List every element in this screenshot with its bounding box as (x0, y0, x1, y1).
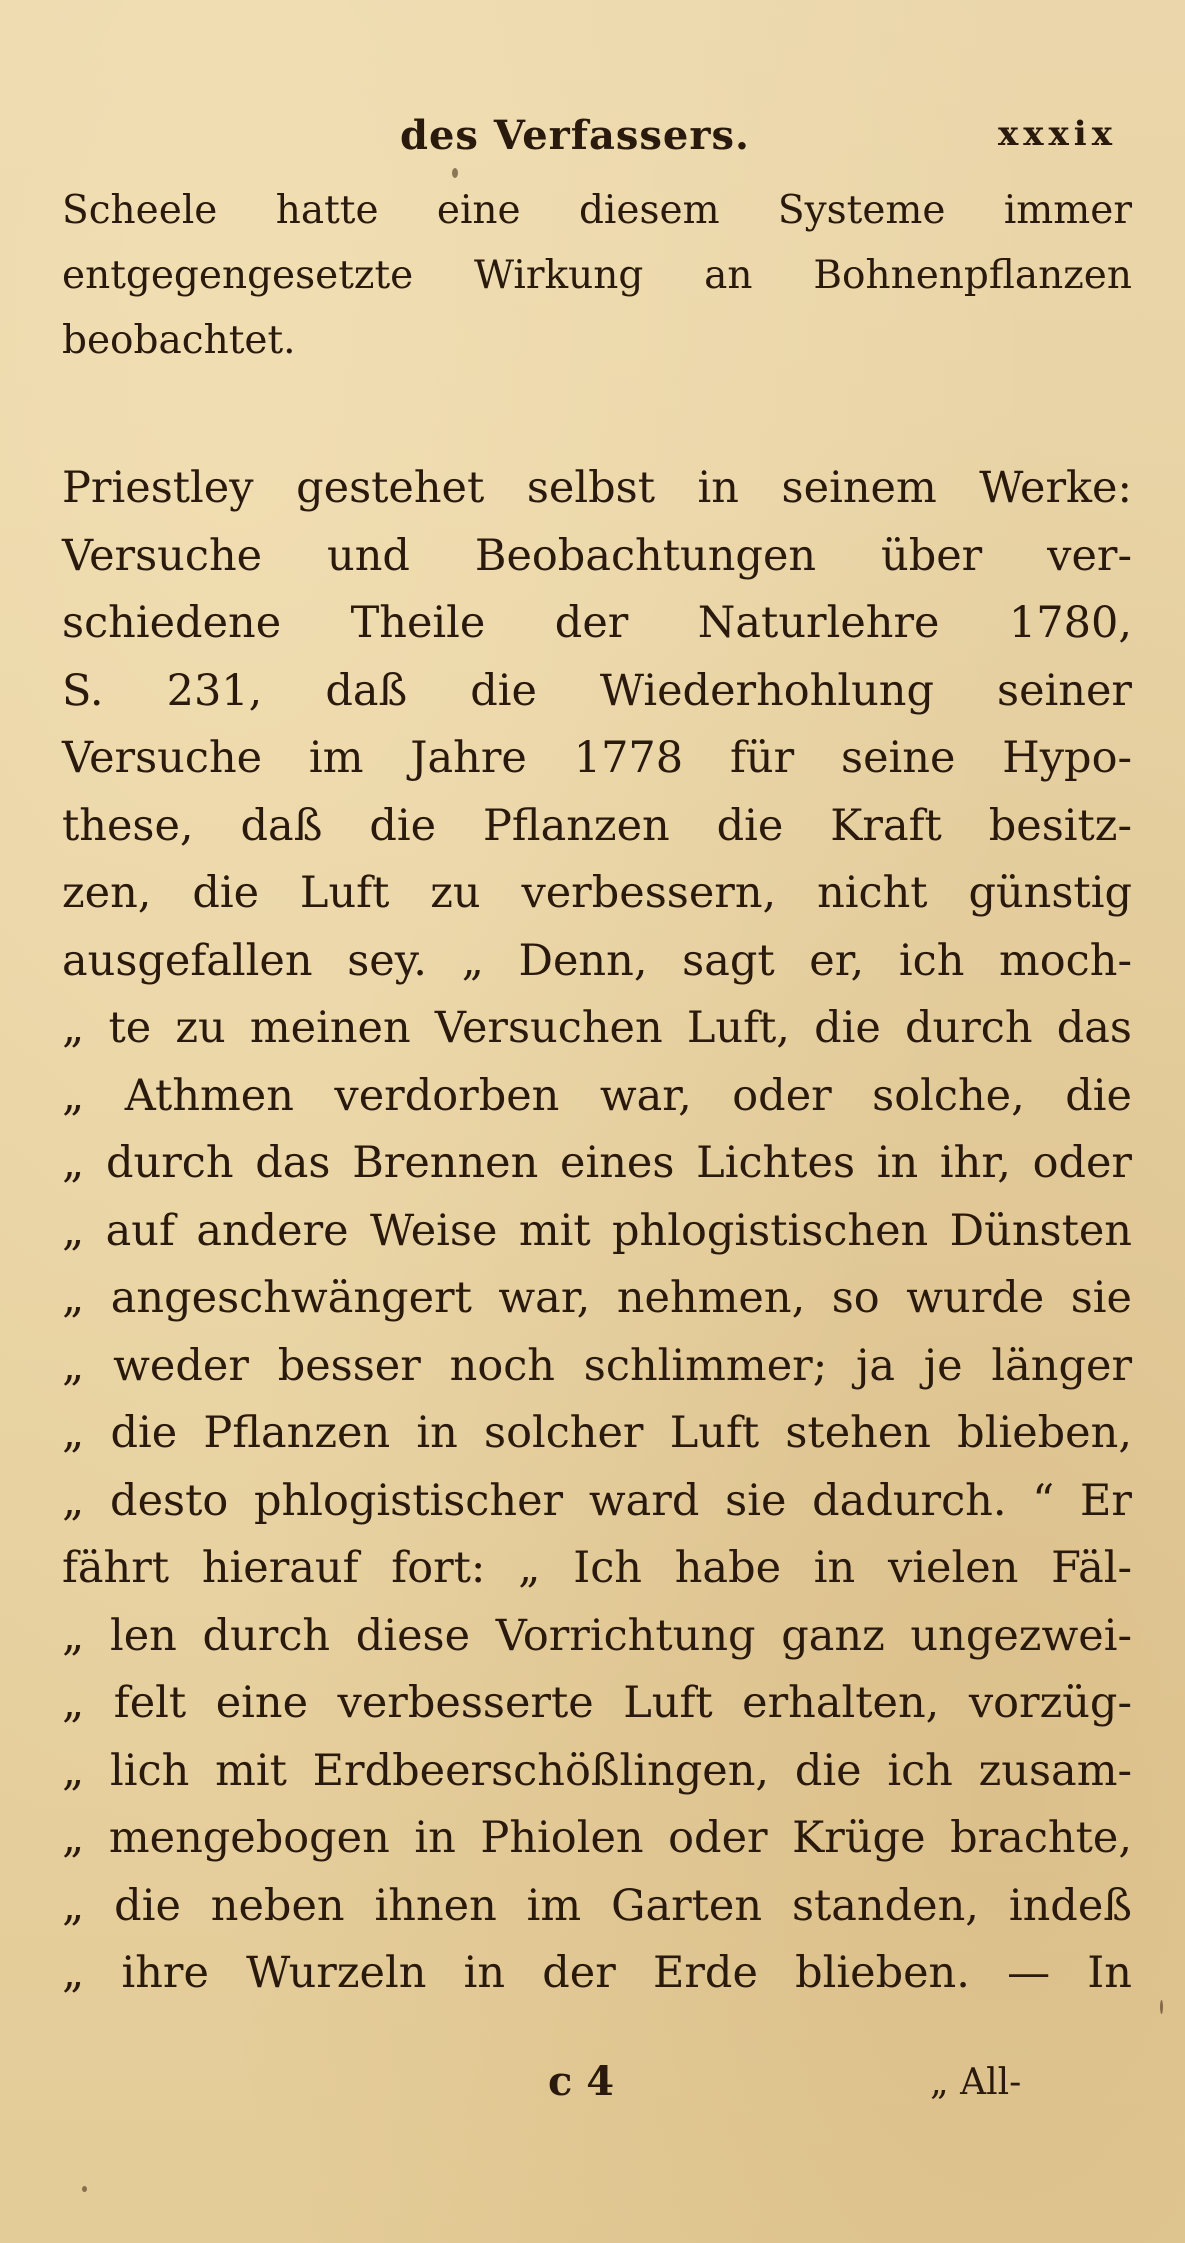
text-line: entgegengesetzte Wirkung an Bohnenpflanzen (62, 253, 1132, 298)
quoted-line: „ die neben ihnen im Garten standen, indeß (62, 1880, 1132, 1931)
running-title: des Verfassers. (400, 112, 750, 159)
quoted-line: „ te zu meinen Versuchen Luft, die durch das (62, 1003, 1132, 1053)
quoted-line: „ auf andere Weise mit phlogistischen Dünsten (62, 1205, 1132, 1256)
quoted-line: „ felt eine verbesserte Luft erhalten, vorzüg- (62, 1678, 1132, 1728)
quoted-line: „ ihre Wurzeln in der Erde blieben. — In (62, 1948, 1132, 1998)
signature-mark: c 4 (548, 2058, 615, 2105)
text-line: ausgefallen sey. „ Denn, sagt er, ich moch- (62, 935, 1132, 986)
catchword: „ All- (930, 2062, 1022, 2103)
text-line: S. 231, daß die Wiederhohlung seiner (62, 665, 1132, 716)
ink-speck (82, 2186, 87, 2192)
ink-speck (452, 168, 458, 178)
paragraph-1 (62, 178, 1132, 373)
quoted-line: „ mengebogen in Phiolen oder Krüge brachte, (62, 1813, 1132, 1863)
text-line: zen, die Luft zu verbessern, nicht günstig (62, 868, 1132, 918)
quoted-line: „ die Pflanzen in solcher Luft stehen blieben, (62, 1408, 1132, 1458)
page-footer (0, 2058, 1185, 2118)
text-line: these, daß die Pflanzen die Kraft besitz- (62, 800, 1132, 851)
quoted-line: „ Athmen verdorben war, oder solche, die (62, 1070, 1132, 1121)
text-line: schiedene Theile der Naturlehre 1780, (62, 598, 1132, 648)
quoted-line: „ len durch diese Vorrichtung ganz ungezwei- (62, 1610, 1132, 1661)
text-line: fährt hierauf fort: „ Ich habe in vielen Fäl- (62, 1543, 1132, 1593)
page-header (0, 112, 1185, 162)
page-number: xxxix (998, 114, 1117, 154)
quoted-line: „ lich mit Erdbeerschößlingen, die ich zusam- (62, 1745, 1132, 1796)
text-line: Scheele hatte eine diesem Systeme immer (62, 188, 1132, 233)
quoted-line: „ desto phlogistischer ward sie dadurch. “ Er (62, 1475, 1132, 1526)
text-line: Priestley gestehet selbst in seinem Werke: (62, 463, 1132, 513)
ink-speck (1160, 2000, 1163, 2014)
body-text (62, 178, 1132, 2008)
quoted-line: „ weder besser noch schlimmer; ja je länger (62, 1340, 1132, 1391)
paragraph-2 (62, 455, 1132, 2008)
text-line: Versuche und Beobachtungen über ver- (62, 530, 1132, 581)
text-line: beobachtet. (62, 318, 296, 363)
quoted-line: „ angeschwängert war, nehmen, so wurde sie (62, 1273, 1132, 1323)
text-line: Versuche im Jahre 1778 für seine Hypo- (62, 733, 1132, 783)
quoted-line: „ durch das Brennen eines Lichtes in ihr, oder (62, 1138, 1132, 1188)
paragraph-gap (62, 373, 1132, 455)
